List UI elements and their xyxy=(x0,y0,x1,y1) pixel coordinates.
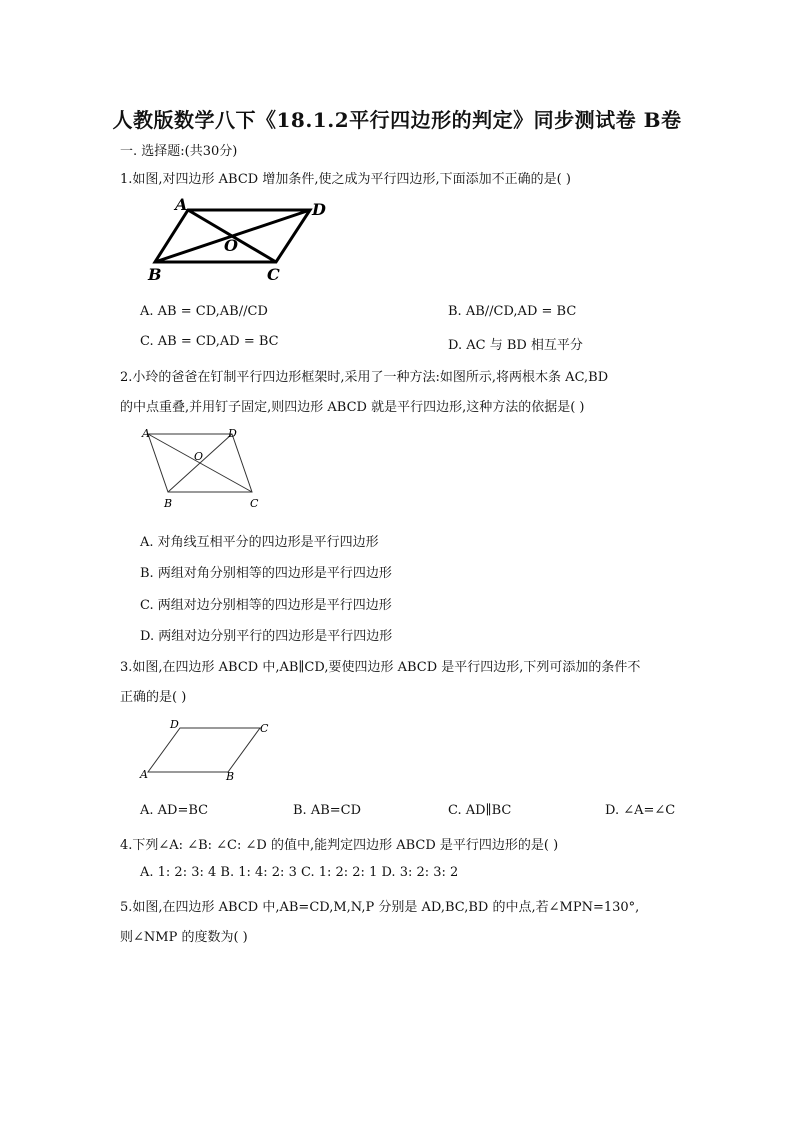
q4-options: A. 1: 2: 3: 4 B. 1: 4: 2: 3 C. 1: 2: 2: 1 D. 3: 2: 3: 2 xyxy=(140,865,459,880)
q3-option-b: B. AB=CD xyxy=(293,803,362,818)
q1-option-d: D. AC 与 BD 相互平分 xyxy=(448,338,583,353)
q2-option-c: C. 两组对边分别相等的四边形是平行四边形 xyxy=(140,598,392,613)
q1-option-b: B. AB//CD,AD = BC xyxy=(448,304,577,319)
q2-label-c: C xyxy=(250,497,259,510)
q3-parallelogram-figure xyxy=(136,716,276,784)
q3-option-d: D. ∠A=∠C xyxy=(605,803,676,818)
question-3-stem-line-1: 3.如图,在四边形 ABCD 中,AB∥CD,要使四边形 ABCD 是平行四边形,下列可添加的条件不 xyxy=(120,660,641,675)
q1-label-c: C xyxy=(267,265,280,284)
question-2-stem-line-1: 2.小玲的爸爸在钉制平行四边形框架时,采用了一种方法:如图所示,将两根木条 AC,BD xyxy=(120,370,609,385)
q1-option-c: C. AB = CD,AD = BC xyxy=(140,334,279,349)
q3-option-c: C. AD∥BC xyxy=(448,803,512,818)
q1-label-o: O xyxy=(224,236,238,255)
q2-option-a: A. 对角线互相平分的四边形是平行四边形 xyxy=(140,535,379,550)
question-3-stem-line-2: 正确的是( ) xyxy=(120,690,187,705)
q3-label-c: C xyxy=(260,722,269,735)
question-5-stem-line-1: 5.如图,在四边形 ABCD 中,AB=CD,M,N,P 分别是 AD,BC,BD 的中点,若∠MPN=130°, xyxy=(120,900,640,915)
q3-label-d: D xyxy=(170,718,179,731)
q1-label-b: B xyxy=(148,265,162,284)
question-1-stem: 1.如图,对四边形 ABCD 增加条件,使之成为平行四边形,下面添加不正确的是( ) xyxy=(120,172,571,187)
q3-option-a: A. AD=BC xyxy=(140,803,209,818)
q1-option-a: A. AB = CD,AB//CD xyxy=(140,304,268,319)
q2-label-o: O xyxy=(194,450,204,463)
question-5-stem-line-2: 则∠NMP 的度数为( ) xyxy=(120,930,248,945)
page-title: 人教版数学八下《18.1.2平行四边形的判定》同步测试卷 B卷 xyxy=(112,108,682,132)
q1-label-a: A xyxy=(175,195,188,214)
section-heading: 一. 选择题:(共30分) xyxy=(120,144,238,159)
q1-label-d: D xyxy=(312,200,326,219)
q2-label-d: D xyxy=(228,427,237,440)
q2-parallelogram-figure xyxy=(140,426,270,512)
q2-option-d: D. 两组对边分别平行的四边形是平行四边形 xyxy=(140,629,393,644)
q3-label-b: B xyxy=(226,770,235,783)
question-2-stem-line-2: 的中点重叠,并用钉子固定,则四边形 ABCD 就是平行四边形,这种方法的依据是( ) xyxy=(120,400,585,415)
question-4-stem: 4.下列∠A: ∠B: ∠C: ∠D 的值中,能判定四边形 ABCD 是平行四边形的是( ) xyxy=(120,838,559,853)
q1-parallelogram-figure xyxy=(140,196,340,286)
q2-label-b: B xyxy=(164,497,173,510)
q3-label-a: A xyxy=(140,768,148,781)
q2-option-b: B. 两组对角分别相等的四边形是平行四边形 xyxy=(140,566,392,581)
q2-label-a: A xyxy=(142,427,150,440)
